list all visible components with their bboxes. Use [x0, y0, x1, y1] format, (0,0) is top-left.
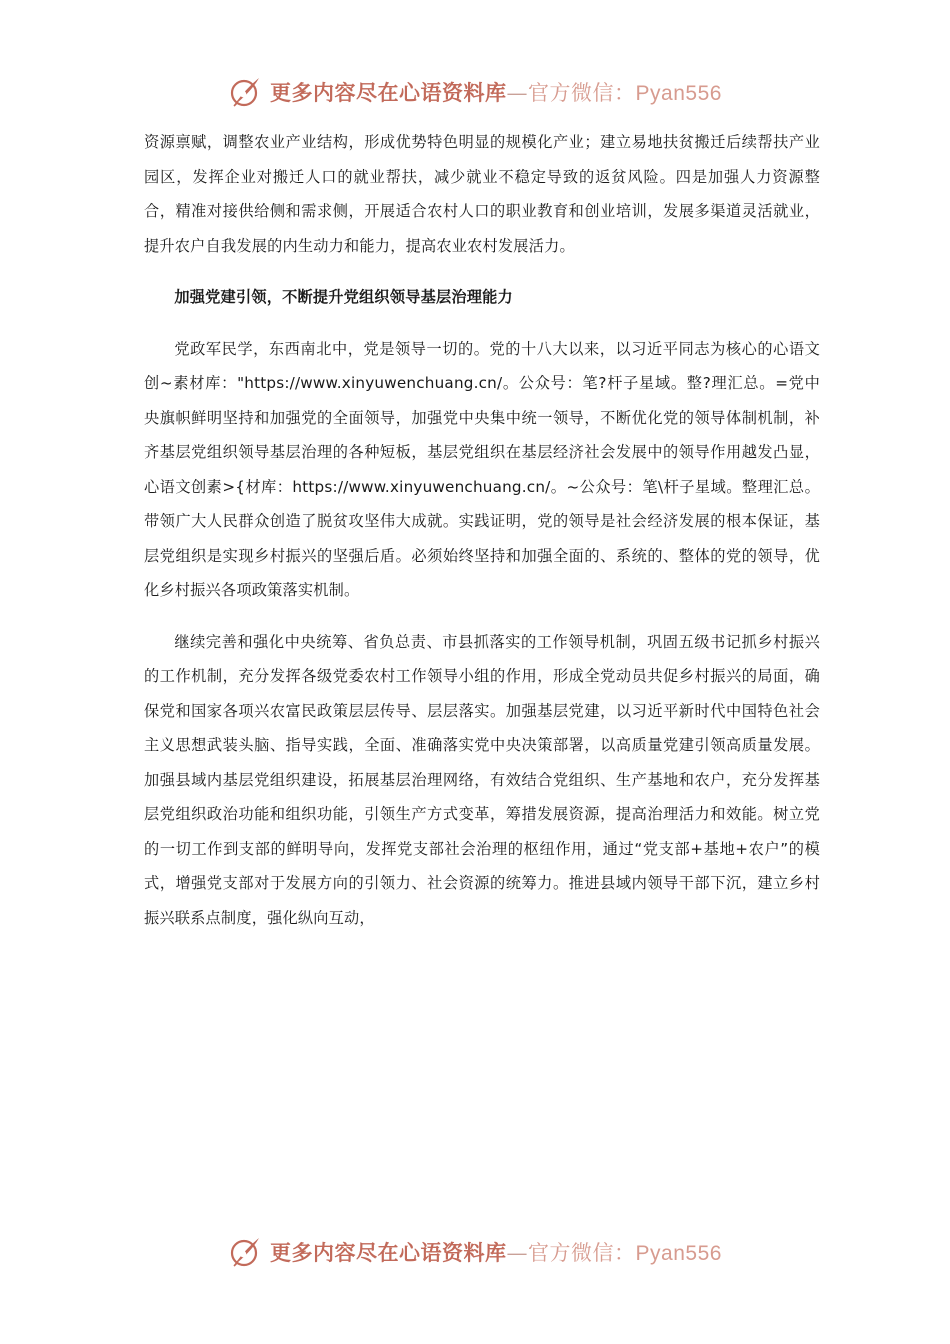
footer-watermark: [0, 1232, 950, 1272]
watermark-sub: 官方微信：: [528, 81, 636, 105]
watermark-sub: 官方微信：: [528, 1241, 636, 1265]
quill-pen-icon: [228, 1235, 262, 1269]
document-body: [144, 125, 820, 935]
quill-pen-icon: [228, 75, 262, 109]
paragraph-continued: 资源禀赋，调整农业产业结构，形成优势特色明显的规模化产业；建立易地扶贫搬迁后续帮扶产业园区，发挥企业对搬迁人口的就业帮扶，减少就业不稳定导致的返贫风险。四是加强人力资源整合，精准对接供给侧和需求侧，开展适合农村人口的职业教育和创业培训，发展多渠道灵活就业，提升农户自我发展的内生动力和能力，提高农业农村发展活力。: [144, 133, 820, 255]
watermark-main: 更多内容尽在心语资料库: [270, 1240, 507, 1265]
watermark-text: [270, 1237, 722, 1267]
watermark-dash: —: [506, 81, 529, 105]
watermark-dash: —: [506, 1241, 529, 1265]
watermark-id: Pyan556: [635, 82, 722, 105]
watermark-main: 更多内容尽在心语资料库: [270, 80, 507, 105]
section-heading: 加强党建引领，不断提升党组织领导基层治理能力: [174, 288, 513, 306]
paragraph: 党政军民学，东西南北中，党是领导一切的。党的十八大以来，以习近平同志为核心的心语文创~素材库："https://www.xinyuwenchuang.cn/。公众号：笔?杆子星域。整?理汇总。=党中央旗帜鲜明坚持和加强党的全面领导，加强党中央集中统一领导，不断优化党的领导体制机制，补齐基层党组织领导基层治理的各种短板，基层党组织在基层经济社会发展中的领导作用越发凸显，心语文创素>{材库：https://www.xinyuwenchuang.cn/。~公众号：笔\杆子星域。整理汇总。带领广大人民群众创造了脱贫攻坚伟大成就。实践证明，党的领导是社会经济发展的根本保证，基层党组织是实现乡村振兴的坚强后盾。必须始终坚持和加强全面的、系统的、整体的党的领导，优化乡村振兴各项政策落实机制。: [144, 339, 820, 599]
watermark-group: [228, 1235, 722, 1269]
paragraph: 继续完善和强化中央统筹、省负总责、市县抓落实的工作领导机制，巩固五级书记抓乡村振兴的工作机制，充分发挥各级党委农村工作领导小组的作用，形成全党动员共促乡村振兴的局面，确保党和国家各项兴农富民政策层层传导、层层落实。加强基层党建，以习近平新时代中国特色社会主义思想武装头脑、指导实践，全面、准确落实党中央决策部署，以高质量党建引领高质量发展。加强县域内基层党组织建设，拓展基层治理网络，有效结合党组织、生产基地和农户，充分发挥基层党组织政治功能和组织功能，引领生产方式变革，筹措发展资源，提高治理活力和效能。树立党的一切工作到支部的鲜明导向，发挥党支部社会治理的枢纽作用，通过“党支部+基地+农户”的模式，增强党支部对于发展方向的引领力、社会资源的统筹力。推进县域内领导干部下沉，建立乡村振兴联系点制度，强化纵向互动，: [144, 632, 820, 927]
header-watermark: [0, 72, 950, 112]
watermark-id: Pyan556: [635, 1242, 722, 1265]
watermark-text: [270, 77, 722, 107]
watermark-group: [228, 75, 722, 109]
